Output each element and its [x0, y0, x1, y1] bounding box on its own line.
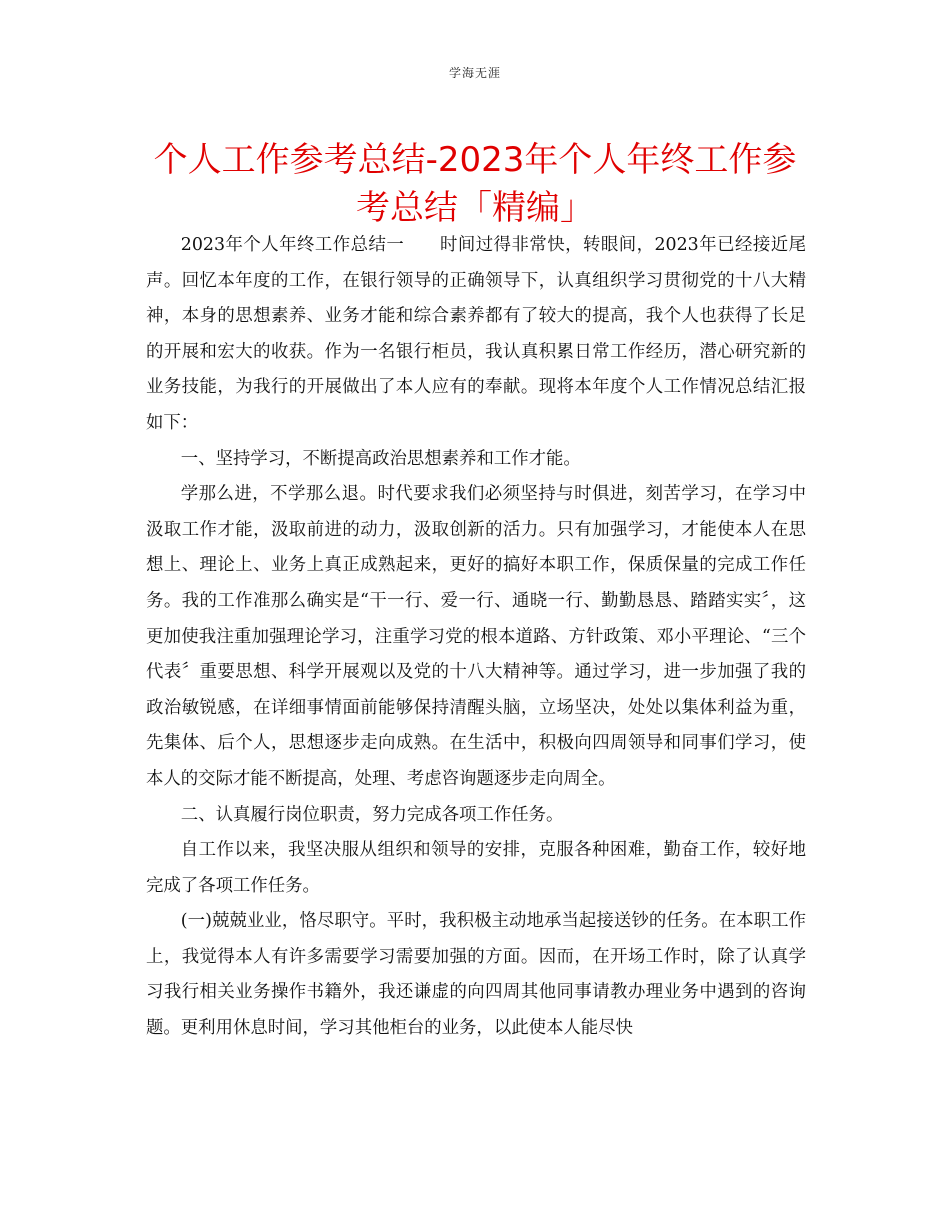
document-title: 个人工作参考总结-2023年个人年终工作参考总结「精编」: [153, 140, 797, 228]
paragraph-intro: 2023年个人年终工作总结一 时间过得非常快，转眼间，2023年已经接近尾声。回忆本年度的工作，在银行领导的正确领导下，认真组织学习贯彻党的十八大精神，本身的思想素养、业务才能和综合素养都有了较大的提高，我个人也获得了长足的开展和宏大的收获。作为一名银行柜员，我认真积累日常工作经历，潜心研究新的业务技能，为我行的开展做出了本人应有的奉献。现将本年度个人工作情况总结汇报如下：: [146, 235, 806, 433]
paragraph-diligence: (一)兢兢业业，恪尽职守。平时，我积极主动地承当起接送钞的任务。在本职工作上，我觉得本人有许多需要学习需要加强的方面。因而，在开场工作时，除了认真学习我行相关业务操作书籍外，我还谦虚的向四周其他同事请教办理业务中遇到的咨询题。更利用休息时间，学习其他柜台的业务，以此使本人能尽快: [146, 911, 806, 1039]
section-heading-2: 二、认真履行岗位职责，努力完成各项工作任务。: [180, 804, 564, 825]
paragraph-duties: 自工作以来，我坚决服从组织和领导的安排，克服各种困难，勤奋工作，较好地完成了各项工作任务。: [146, 840, 806, 896]
section-heading-1: 一、坚持学习，不断提高政治思想素养和工作才能。: [180, 448, 581, 469]
document-body: [146, 228, 806, 1047]
running-header: 学海无涯: [448, 66, 501, 80]
paragraph-study: 学那么进，不学那么退。时代要求我们必须坚持与时俱进，刻苦学习，在学习中汲取工作才能，汲取前进的动力，汲取创新的活力。只有加强学习，才能使本人在思想上、理论上、业务上真正成熟起来，更好的搞好本职工作，保质保量的完成工作任务。我的工作准那么确实是“干一行、爱一行、通晓一行、勤勤恳恳、踏踏实实〞，这更加使我注重加强理论学习，注重学习党的根本道路、方针政策、邓小平理论、“三个代表〞重要思想、科学开展观以及党的十八大精神等。通过学习，进一步加强了我的政治敏锐感，在详细事情面前能够保持清醒头脑，立场坚决，处处以集体利益为重，先集体、后个人，思想逐步走向成熟。在生活中，积极向四周领导和同事们学习，使本人的交际才能不断提高，处理、考虑咨询题逐步走向周全。: [146, 484, 806, 789]
